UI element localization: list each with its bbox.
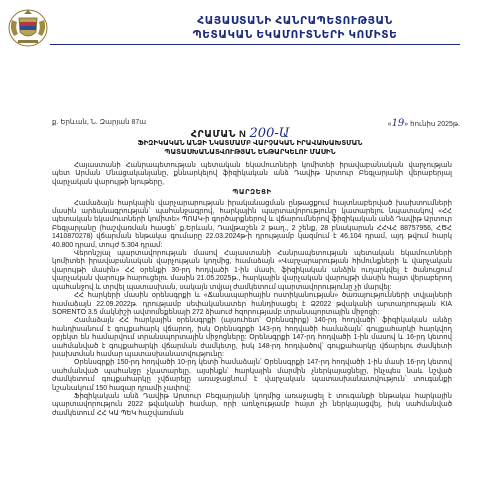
body-paragraph: Ֆիզիկական անձ Դավիթ Արտուր Բեգլարյանի կողմից առաջացել է տուգանքի ենթակա հարկային պարտավորություն 2022 թվականի համար, որի առնչությամբ հայտ չի ներկայացվել, իսկ սահմանված ժամկետում ՀՀ ԿԱ ՊԵԿ հաշվառման	[52, 392, 452, 417]
document-body	[52, 162, 452, 418]
date-suffix: » հունիս 2025թ.	[404, 121, 460, 128]
subtitle-line-2: ՊԱՏԱՍԽԱՆԱՏՎՈՒԹՅԱՆ ԵՆԹԱՐԿԵԼՈՒ ՄԱՍԻՆ	[164, 149, 336, 156]
subtitle-line-1: ՖԻԶԻԿԱԿԱՆ ԱՆՁԻ ՆԿԱՏՄԱՄԲ ՎԱՐՉԱԿԱՆ ԻՐԱՎԱԽԱԽՏՄԱՆ	[137, 140, 363, 147]
date-prefix: «	[387, 121, 392, 128]
issuer-address: ք. Երևան, Ն. Զարյան 87ա	[52, 119, 147, 126]
order-subtitle	[60, 139, 440, 157]
body-paragraph: Համաձայն հարկային վարչարարության իրականացման ընթացքում հայտնաբերված խախտումների մասին արձանագրության՝ պահանջագրով, հարկային պարտավորությունը կատարելու նպատակով «ՀՀ պետական եկամուտների կոմիտե» ՊՈԱԿ-ի գործարքներով և վճարումներով ֆիզիկական անձ Դավիթ Արտուր Բեգլարյանը (հաշվառման հասցե՝ ք.Երևան, Դավթաշեն 2 թաղ., 2 շենք, 28 բնակարան ՀՀՎՀ 88757956, ՀԾՀ 1410870278) վճարման ենթակա գումարը 22.03.2024թ-ի դրությամբ կազմում է 46.104 դրամ, այդ թվում հարկ 40.800 դրամ, տույժ 5.304 դրամ:	[52, 199, 452, 249]
order-number-handwritten: 200-Ա	[249, 126, 290, 141]
body-heading: ՊԱՐԶԵՑԻ	[232, 189, 272, 197]
coat-of-arms-icon	[6, 6, 50, 50]
body-paragraph: Օրենսգրքի 150-րդ հոդվածի 10-րդ կետի համաձայն՝ Օրենսգրքի 147-րդ հոդվածի 1-ին մասի 16-րդ կետով սահմանված պահանջը չկատարելը, այսինքն՝ հարկային մարմին չներկայացնելը, ինչպես նաև նշված ժամկետում գույքահարկը չվճարելը առաջացնում է վարչական պատասխանատվություն՝ տուգանքի նշանակում 150 հազար դրամի չափով:	[52, 359, 452, 392]
header-divider	[50, 44, 460, 45]
header-line-2: ՊԵՏԱԿԱՆ ԵԿԱՄՈՒՏՆԵՐԻ ԿՈՄԻՏԵ	[192, 29, 398, 41]
order-label: ՀՐԱՄԱՆ N	[190, 129, 247, 140]
date-day-handwritten: 19	[391, 118, 405, 129]
issuer-header	[120, 14, 470, 42]
body-paragraph: Վերոնշյալ պարտավորության մասով Հայաստանի Հանրապետության պետական եկամուտների կոմիտեի իրավաբանական վարչության կողմից, համաձայն «Վարչարարության հիմունքների և վարչական վարույթի մասին» ՀՀ օրենքի 30-րդ հոդվածի 1-ին մասի, ֆիզիկական անձին ուղարկվել է ծանուցում վարչական վարույթ հարուցելու մասին 21.05.2025թ., հարկային վարչական վարույթի մասին հայտ վերաբերող պահանջով և տրվել պատասխան, սակայն տվյալ ժամկետում պարտավորությունը չի մարվել:	[52, 250, 452, 291]
header-line-1: ՀԱՅԱՍՏԱՆԻ ՀԱՆՐԱՊԵՏՈՒԹՅԱՆ	[197, 15, 393, 27]
body-intro: Հայաստանի Հանրապետության պետական եկամուտների կոմիտեի իրավաբանական վարչության պետ Արման Մնացականյանը, քննարկելով ֆիզիկական անձ Դավիթ Արտուր Բեգլարյանի վերաբերյալ վարչական վարույթի նյութերը,	[52, 162, 452, 186]
body-paragraph: ՀՀ հարկերի մասին օրենսգրքի և «Ճանապարհային ոստիկանության» ծառայությունների տվյալների համաձայն 22.09.2022թ. դրությամբ սեփականատեր հանդիսացել է Ձ2022 թվականի արտադրության KIA SORENTO 3.5 մակնիշի ավտոմեքենայի 272 ձիաուժ հզորությամբ տրանսպորտային միջոցի:	[52, 292, 452, 316]
body-paragraph: Համաձայն ՀՀ հարկային օրենսգրքի (այսուհետ՝ Օրենսգիրք) 140-րդ հոդվածի՝ ֆիզիկական անձը հանդիսանում է գույքահարկ վճարող, իսկ Օրենսգրքի 143-րդ հոդվածի համաձայն՝ գույքահարկի հարկվող օբյեկտ են համարվում տրանսպորտային միջոցները: Օրենսգրքի 147-րդ հոդվածի 1-ին մասով և 16-րդ կետով սահմանված է գույքահարկի վճարման ժամկետը, իսկ 148-րդ հոդվածով՝ գույքահարկը վճարելու ժամկետի խախտման համար պատասխանատվությունը:	[52, 317, 452, 358]
